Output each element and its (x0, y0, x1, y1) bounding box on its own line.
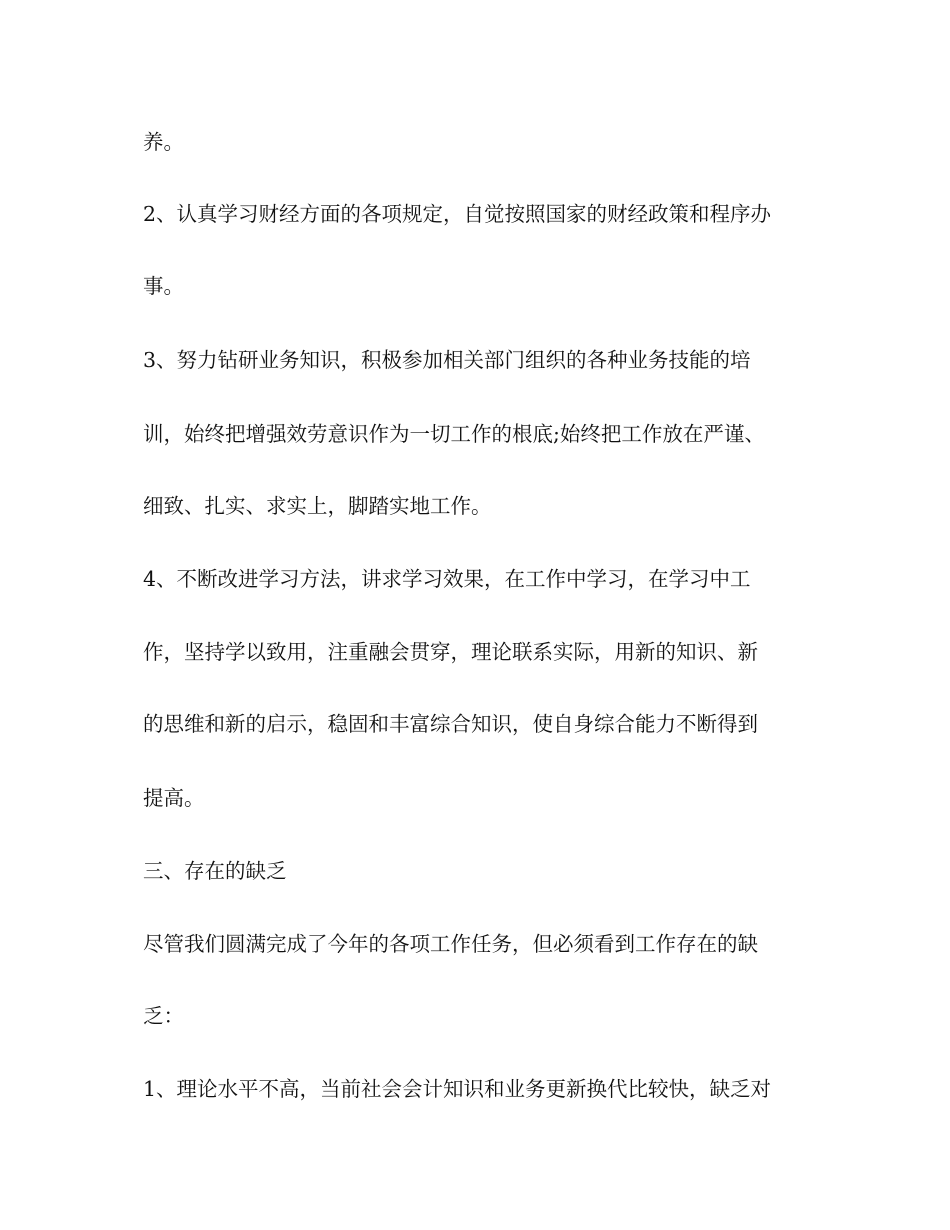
text-line: 2、认真学习财经方面的各项规定，自觉按照国家的财经政策和程序办 (143, 202, 772, 226)
text-line: 养。 (143, 130, 184, 154)
text-line: 3、努力钻研业务知识，积极参加相关部门组织的各种业务技能的培 (143, 348, 751, 372)
text-line: 1、理论水平不高，当前社会会计知识和业务更新换代比较快，缺乏对 (143, 1077, 772, 1101)
text-line: 尽管我们圆满完成了今年的各项工作任务，但必须看到工作存在的缺 (143, 932, 758, 956)
text-line: 4、不断改进学习方法，讲求学习效果，在工作中学习，在学习中工 (143, 567, 751, 591)
text-line: 的思维和新的启示，稳固和丰富综合知识，使自身综合能力不断得到 (143, 712, 758, 736)
text-line: 事。 (143, 274, 184, 298)
text-line: 作，坚持学以致用，注重融会贯穿，理论联系实际，用新的知识、新 (143, 640, 758, 664)
text-line: 提高。 (143, 786, 205, 810)
section-heading: 三、存在的缺乏 (143, 859, 287, 883)
text-line: 细致、扎实、求实上，脚踏实地工作。 (143, 494, 492, 518)
text-line: 训，始终把增强效劳意识作为一切工作的根底;始终把工作放在严谨、 (143, 422, 765, 446)
text-line: 乏： (143, 1004, 184, 1028)
